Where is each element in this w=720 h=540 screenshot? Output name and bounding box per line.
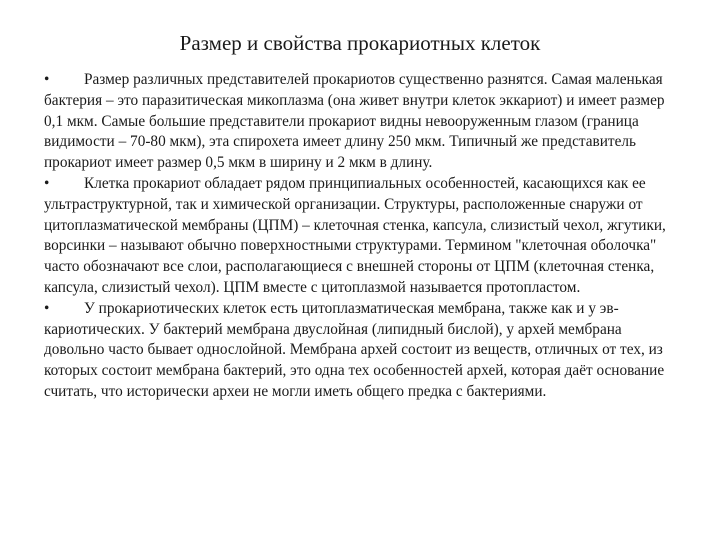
bullet-icon: • (44, 299, 50, 317)
slide-title: Размер и свойства прокариотных клеток (179, 31, 541, 55)
bullet-icon: • (44, 71, 50, 88)
paragraph-text: Клетка прокариот обладает рядом принципиальных особенностей, касающихся как ее ультраструктурной, так и химической организации. Структуры, расположенные снаружи от цитоплазматической мембраны (ЦПМ) – клеточная стенка, капсула, слизистый чехол, жгутики, ворсинки – называют обычно поверхностными структурами. Термином "клеточная оболочка" часто обозначают все слои, располагающиеся с внешней стороны от ЦПМ (клеточная стенка, капсула, слизистый чехол). ЦПМ вместе с цитоплазмой называется протопластом. (44, 174, 666, 296)
paragraph-structure (44, 174, 680, 299)
paragraph-membrane (44, 299, 680, 403)
bullet-icon: • (44, 174, 50, 192)
slide-body (44, 70, 680, 403)
paragraph-size (44, 70, 680, 174)
paragraph-text: У прокариотических клеток есть цитоплазматическая мембрана, также как и у эв-кариотических. У бактерий мембрана двуслойная (липидный бислой), у архей мембрана довольно часто бывает однослойной. Мембрана архей состоит из веществ, отличных от тех, из которых состоит мембрана бактерий, это одна тех особенностей архей, которая даёт основание считать, что исторически археи не могли иметь общего предка с бактериями. (44, 299, 665, 400)
paragraph-text: Размер различных представителей прокариотов существенно разнятся. Самая маленькая бактерия – это паразитическая микоплазма (она живет внутри клеток эккариот) и имеет размер 0,1 мкм. Самые большие представители прокариот видны невооруженным глазом (граница видимости – 70-80 мкм), эта спирохета имеет длину 250 мкм. Типичный же представитель прокариот имеет размер 0,5 мкм в ширину и 2 мкм в длину. (44, 71, 665, 172)
